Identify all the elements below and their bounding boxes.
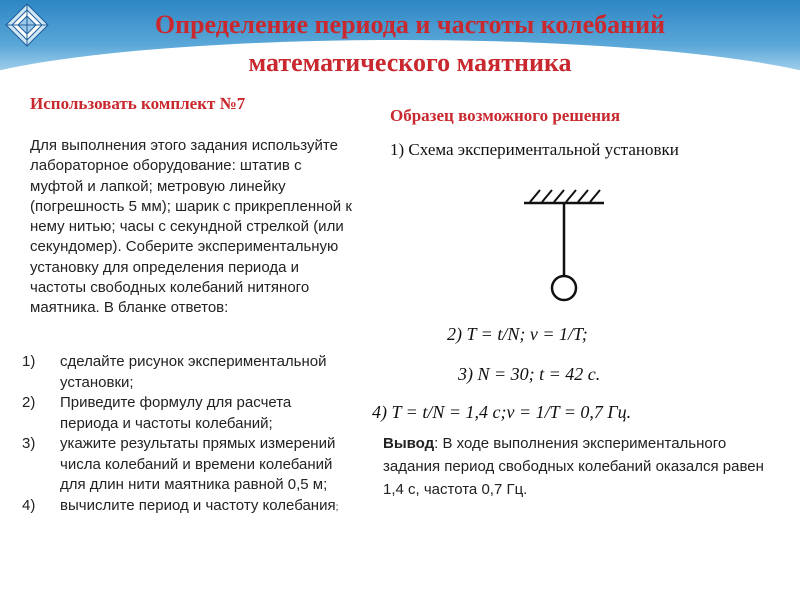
list-item: [22, 496, 352, 519]
list-item-number: 1): [22, 353, 36, 370]
list-item: [22, 393, 352, 434]
pendulum-ball: [552, 276, 576, 300]
page-title: [60, 6, 760, 82]
pendulum-diagram: [510, 176, 620, 306]
step1-text: 1) Схема экспериментальной установки: [390, 140, 679, 159]
conclusion-label: Вывод: [383, 435, 435, 452]
list-item-number: 2): [22, 394, 36, 411]
title-line2: математического маятника: [248, 48, 572, 77]
list-item-text: [60, 496, 352, 519]
task-intro: Для выполнения этого задания используйте лабораторное оборудование: штатив с муфтой и лапкой; метровую линейку (погрешность 5 мм); шарик с прикрепленной к нему нитью; часы с секундной стрелкой (или секундомер). Соберите экспериментальную установку для определения периода и частоты свободных колебаний нитяного маятника. В бланке ответов:: [30, 137, 352, 317]
formula-3: 3) N = 30; t = 42 с.: [458, 364, 601, 384]
list-item-suffix: ;: [335, 501, 339, 513]
list-item: [22, 434, 352, 496]
support-hatching: [530, 190, 600, 202]
conclusion-text: : В ходе выполнения экспериментального задания период свободных колебаний оказался равен 1,4 с, частота 0,7 Гц.: [383, 435, 764, 498]
task-list: [22, 352, 352, 518]
title-line1: Определение периода и частоты колебаний: [154, 10, 666, 39]
list-item: [22, 352, 352, 393]
formula-2: 2) T = t/N; ν = 1/T;: [447, 324, 588, 344]
formula-4: 4) T = t/N = 1,4 с;ν = 1/T = 0,7 Гц.: [372, 402, 632, 422]
list-item-text: Приведите формулу для расчета периода и частоты колебаний;: [60, 394, 292, 432]
logo-icon: [4, 2, 50, 48]
list-item-text: укажите результаты прямых измерений числа колебаний и времени колебаний для длин нити маятника равной 0,5 м;: [60, 435, 336, 493]
kit-heading: Использовать комплект №7: [30, 94, 246, 113]
solution-heading: Образец возможного решения: [390, 106, 621, 125]
list-item-text: сделайте рисунок экспериментальной установки;: [60, 353, 327, 391]
list-item-text-main: вычислите период и частоту колебания: [60, 496, 336, 514]
list-item-number: 4): [22, 496, 36, 514]
list-item-number: 3): [22, 435, 36, 452]
conclusion: [383, 432, 783, 501]
